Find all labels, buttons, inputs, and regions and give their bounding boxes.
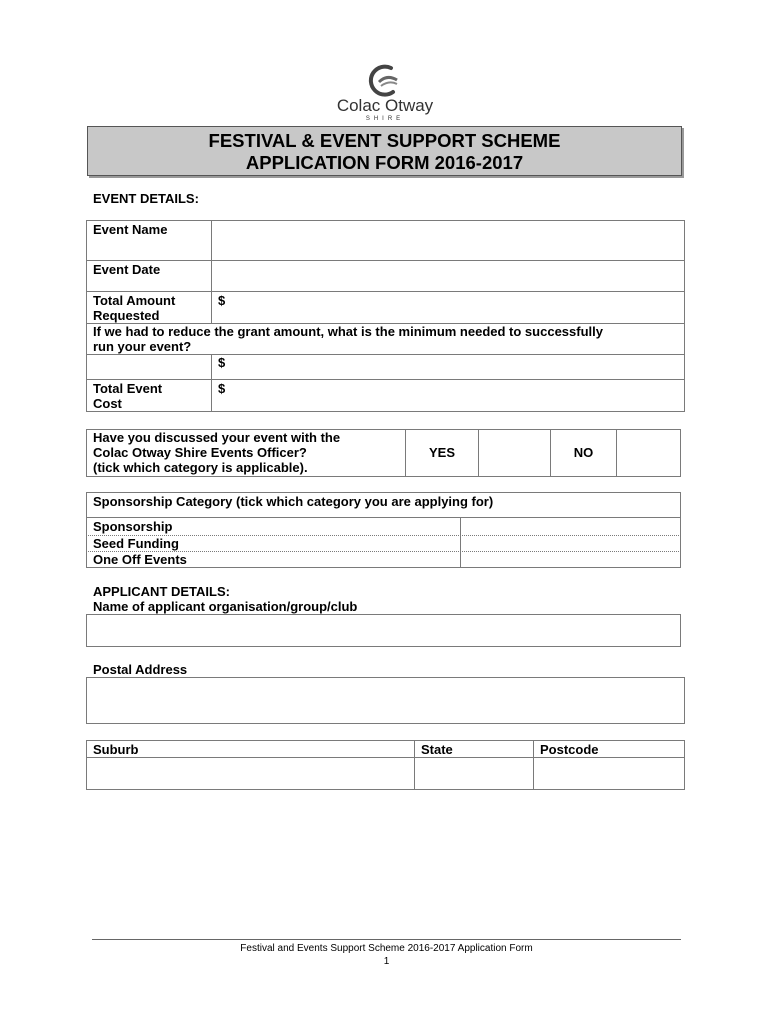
event-name-label: Event Name xyxy=(93,222,168,237)
one-off-events-tick-box[interactable] xyxy=(461,552,680,567)
form-title-line2: APPLICATION FORM 2016-2017 xyxy=(245,152,524,173)
total-cost-label-1: Total Event xyxy=(93,381,163,396)
total-cost-field[interactable]: $ xyxy=(218,381,226,396)
seed-funding-tick-box[interactable] xyxy=(461,536,680,551)
no-label: NO xyxy=(573,445,594,460)
total-amount-label-1: Total Amount xyxy=(93,293,176,308)
organisation-name-field[interactable] xyxy=(86,614,681,647)
one-off-events-item: One Off Events xyxy=(93,552,187,567)
yes-tick-box[interactable] xyxy=(479,430,549,476)
yes-label: YES xyxy=(428,445,455,460)
logo-sub: SHIRE xyxy=(365,116,405,122)
page-number: 1 xyxy=(383,956,390,967)
organisation-name-label: Name of applicant organisation/group/club xyxy=(93,599,358,614)
postal-address-label: Postal Address xyxy=(93,662,188,677)
suburb-label: Suburb xyxy=(93,742,139,757)
sponsorship-tick-box[interactable] xyxy=(461,518,680,534)
officer-question-line1: Have you discussed your event with the xyxy=(93,430,341,445)
sponsorship-header: Sponsorship Category (tick which category you are applying for) xyxy=(93,494,494,509)
total-amount-field[interactable]: $ xyxy=(218,293,226,308)
event-details-heading: EVENT DETAILS: xyxy=(93,191,199,206)
form-title-box xyxy=(87,126,682,176)
minimum-amount-field[interactable]: $ xyxy=(218,355,226,370)
page-footer xyxy=(92,942,681,968)
postcode-label: Postcode xyxy=(540,742,599,757)
form-title-line1: FESTIVAL & EVENT SUPPORT SCHEME xyxy=(208,130,561,151)
applicant-details-heading: APPLICANT DETAILS: xyxy=(93,584,230,599)
officer-question-line2: Colac Otway Shire Events Officer? xyxy=(93,445,307,460)
no-tick-box[interactable] xyxy=(617,430,680,476)
seed-funding-item: Seed Funding xyxy=(93,536,179,551)
postal-address-field[interactable] xyxy=(86,677,685,724)
event-row-line xyxy=(86,379,685,380)
event-date-field[interactable] xyxy=(213,262,683,290)
total-amount-label-2: Requested xyxy=(93,308,160,323)
postcode-field[interactable] xyxy=(534,758,684,789)
sponsorship-item: Sponsorship xyxy=(93,519,173,534)
officer-question-line3: (tick which category is applicable). xyxy=(93,460,308,475)
event-table-divider-top xyxy=(211,220,212,324)
event-table-divider-bottom xyxy=(211,354,212,412)
event-row-line xyxy=(86,260,685,261)
suburb-field[interactable] xyxy=(87,758,413,789)
state-field[interactable] xyxy=(415,758,532,789)
event-name-field[interactable] xyxy=(213,222,683,259)
event-row-line xyxy=(86,291,685,292)
footer-rule xyxy=(92,939,681,940)
reduce-question-line1: If we had to reduce the grant amount, what is the minimum needed to successfully xyxy=(93,324,603,339)
reduce-question-line2: run your event? xyxy=(93,339,192,354)
event-date-label: Event Date xyxy=(93,262,161,277)
logo-name: Colac Otway xyxy=(336,96,434,115)
colac-otway-logo-icon xyxy=(367,64,403,98)
state-label: State xyxy=(421,742,453,757)
footer-text: Festival and Events Support Scheme 2016-2017 Application Form xyxy=(240,943,533,954)
total-cost-label-2: Cost xyxy=(93,396,122,411)
